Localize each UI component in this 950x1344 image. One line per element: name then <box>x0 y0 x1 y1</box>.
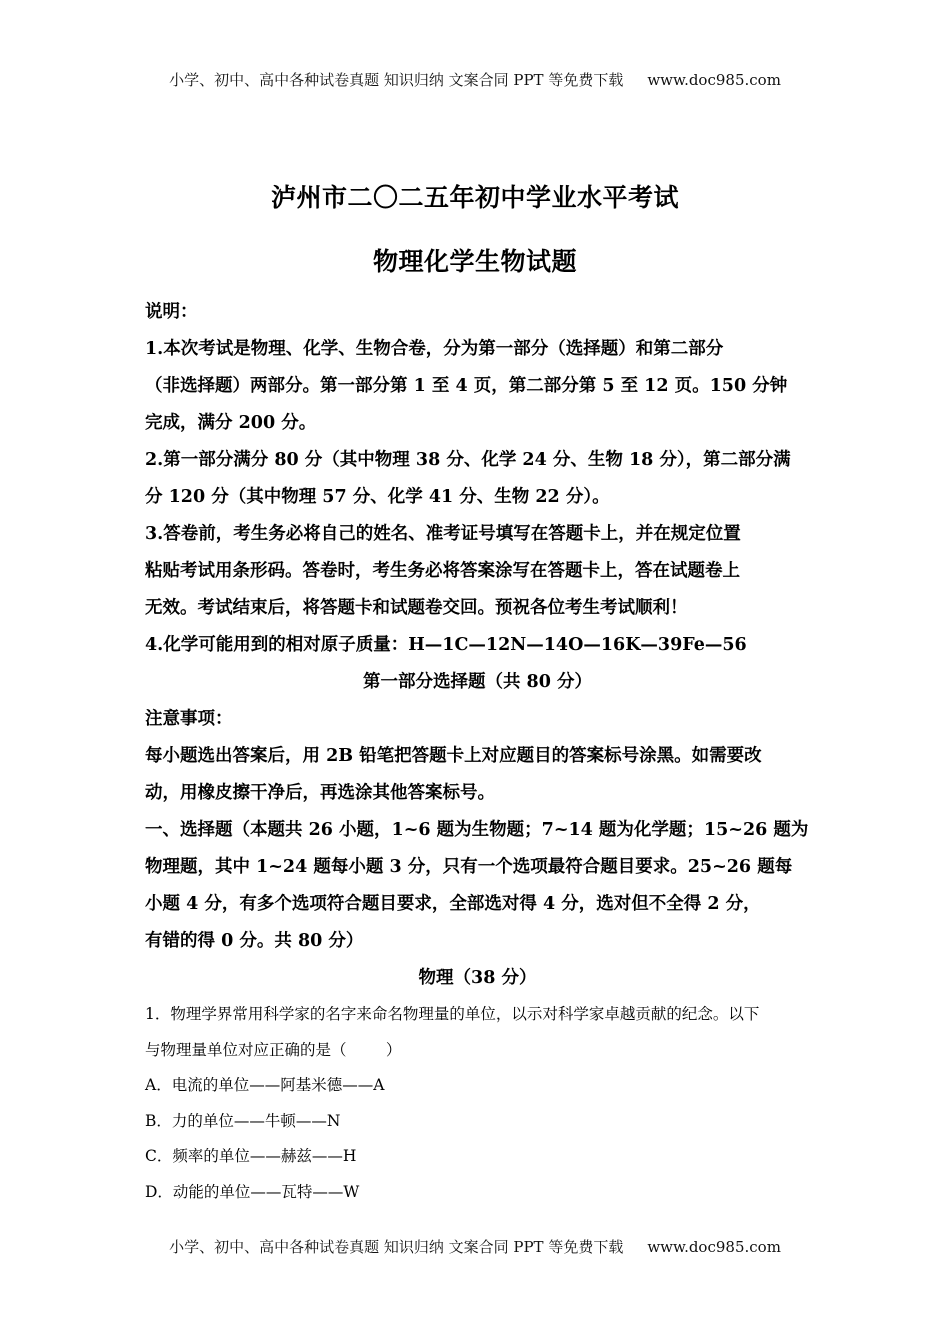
footer-link[interactable]: www.doc985.com <box>647 1238 781 1256</box>
question-stem-line: 1．物理学界常用科学家的名字来命名物理量的单位，以示对科学家卓越贡献的纪念。以下 <box>145 1005 760 1023</box>
physics-heading: 物理（38 分） <box>418 968 537 988</box>
page-header <box>0 69 950 90</box>
instruction-line: 完成，满分 200 分。 <box>145 413 317 433</box>
option-d: D．动能的单位——瓦特——W <box>145 1182 360 1201</box>
notes-line: 动，用橡皮擦干净后，再选涂其他答案标号。 <box>145 783 495 803</box>
section-line: 一、选择题（本题共 26 小题，1~6 题为生物题；7~14 题为化学题；15~26 题为 <box>145 820 809 840</box>
option-b: B．力的单位——牛顿——N <box>145 1111 341 1130</box>
header-link[interactable]: www.doc985.com <box>647 71 781 89</box>
footer-text: 小学、初中、高中各种试卷真题 知识归纳 文案合同 PPT 等免费下载 <box>169 1238 624 1256</box>
option-c: C．频率的单位——赫兹——H <box>145 1147 357 1165</box>
option-a: A．电流的单位——阿基米德——A <box>145 1076 385 1094</box>
instruction-line: 3.答卷前，考生务必将自己的姓名、准考证号填写在答题卡上，并在规定位置 <box>145 524 741 544</box>
instruction-line: （非选择题）两部分。第一部分第 1 至 4 页，第二部分第 5 至 12 页。150 分钟 <box>145 376 788 396</box>
question-stem-line: 与物理量单位对应正确的是（ ） <box>145 1040 402 1059</box>
section-line: 物理题，其中 1~24 题每小题 3 分，只有一个选项最符合题目要求。25~26 题每 <box>145 857 793 877</box>
instruction-line: 无效。考试结束后，将答题卡和试题卷交回。预祝各位考生考试顺利！ <box>145 598 688 618</box>
page-footer <box>0 1236 950 1257</box>
exam-content <box>145 294 810 1210</box>
instruction-line: 粘贴考试用条形码。答卷时，考生务必将答案涂写在答题卡上，答在试题卷上 <box>145 561 740 581</box>
exam-subtitle: 物理化学生物试题 <box>372 247 577 276</box>
exam-title: 泸州市二〇二五年初中学业水平考试 <box>270 183 679 212</box>
instruction-line: 分 120 分（其中物理 57 分、化学 41 分、生物 22 分）。 <box>145 487 610 507</box>
notes-heading: 注意事项： <box>145 709 233 729</box>
section-line: 小题 4 分，有多个选项符合题目要求，全部选对得 4 分，选对但不全得 2 分， <box>145 894 761 914</box>
part-one-heading: 第一部分选择题（共 80 分） <box>362 672 593 692</box>
instructions-heading: 说明： <box>145 302 198 322</box>
header-text: 小学、初中、高中各种试卷真题 知识归纳 文案合同 PPT 等免费下载 <box>169 71 624 89</box>
notes-line: 每小题选出答案后，用 2B 铅笔把答题卡上对应题目的答案标号涂黑。如需要改 <box>145 746 762 766</box>
instruction-line: 2.第一部分满分 80 分（其中物理 38 分、化学 24 分、生物 18 分），第二部分满 <box>145 450 791 470</box>
instruction-line: 1.本次考试是物理、化学、生物合卷，分为第一部分（选择题）和第二部分 <box>145 339 724 359</box>
section-line: 有错的得 0 分。共 80 分） <box>145 931 364 951</box>
instruction-line: 4.化学可能用到的相对原子质量：H—1C—12N—14O—16K—39Fe—56 <box>145 635 747 655</box>
